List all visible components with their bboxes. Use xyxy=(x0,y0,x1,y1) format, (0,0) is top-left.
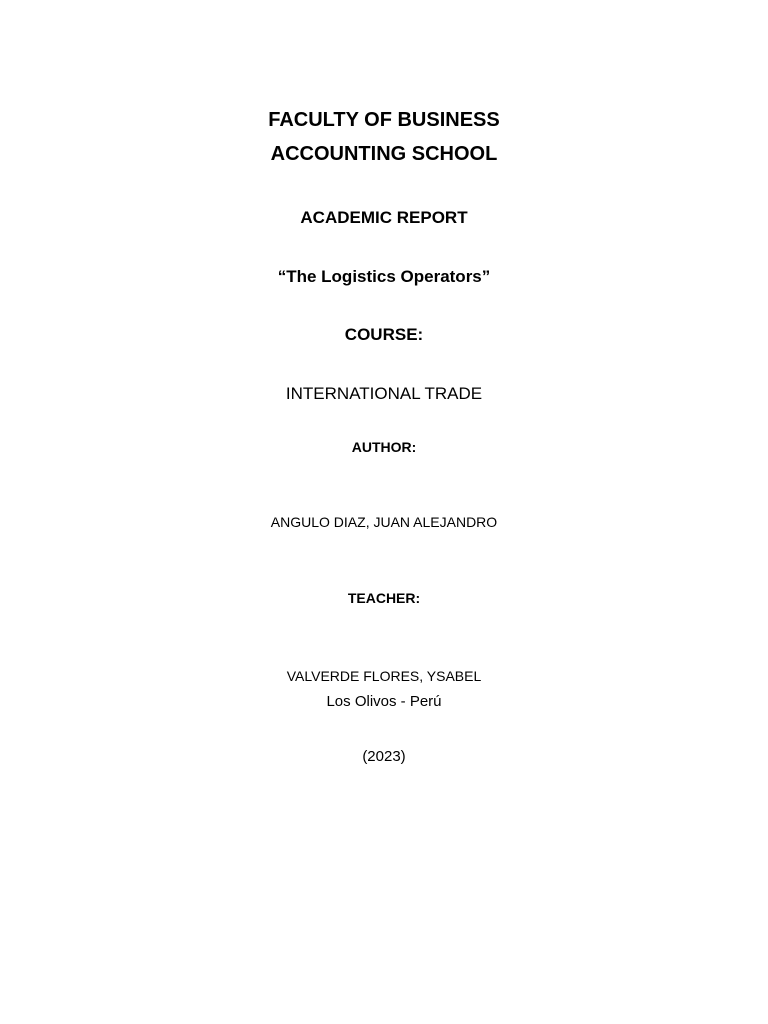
school-heading: ACCOUNTING SCHOOL xyxy=(270,143,498,165)
report-type-heading: ACADEMIC REPORT xyxy=(300,208,468,227)
faculty-heading: FACULTY OF BUSINESS xyxy=(268,109,500,131)
author-name: ANGULO DIAZ, JUAN ALEJANDRO xyxy=(270,514,498,530)
teacher-label: TEACHER: xyxy=(347,590,421,606)
course-name: INTERNATIONAL TRADE xyxy=(285,384,483,403)
course-label: COURSE: xyxy=(344,325,424,344)
location: Los Olivos - Perú xyxy=(326,693,442,710)
teacher-name: VALVERDE FLORES, YSABEL xyxy=(286,668,482,684)
year: (2023) xyxy=(362,748,406,765)
author-label: AUTHOR: xyxy=(351,439,417,455)
report-title: “The Logistics Operators” xyxy=(277,267,491,286)
